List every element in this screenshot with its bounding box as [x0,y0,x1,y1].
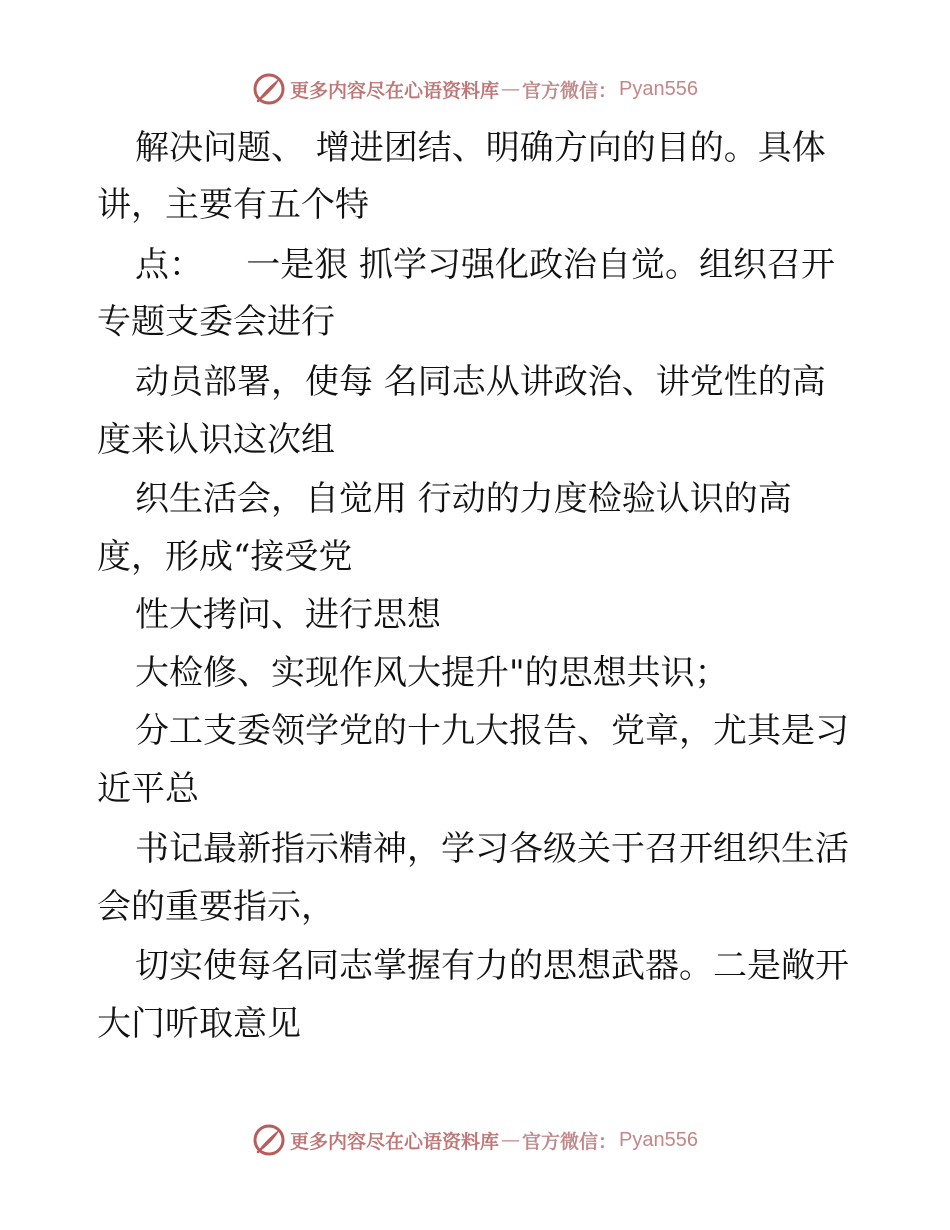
body-line: 度来认识这次组 [97,420,335,460]
watermark-dash: — [501,78,521,100]
watermark-sub-text: 官方微信： [522,79,618,102]
body-line: 分工支委领学党的十九大报告、党章，尤其是习 [135,711,849,751]
footer-watermark [0,1122,950,1158]
body-line: 性大拷问、进行思想 [135,595,441,635]
quill-logo-icon [252,1123,286,1157]
body-line: 切实使每名同志掌握有力的思想武器。二是敞开 [135,946,849,986]
watermark-main-text: 更多内容尽在心语资料库 [290,1130,500,1153]
watermark-wechat-id: Pyan556 [619,1128,698,1151]
body-line: 大检修、实现作风大提升"的思想共识； [135,653,729,693]
watermark-main-text: 更多内容尽在心语资料库 [290,79,500,102]
body-line: 讲，主要有五个特 [97,185,369,225]
body-line: 度，形成“接受党 [97,537,353,577]
watermark-dash: — [501,1129,521,1151]
body-line: 会的重要指示， [97,887,335,927]
body-line: 织生活会，自觉用 行动的力度检验认识的高 [135,479,792,519]
watermark-sub-text: 官方微信： [522,1130,618,1153]
body-line: 动员部署，使每 名同志从讲政治、讲党性的高 [135,362,826,402]
watermark-wechat-id: Pyan556 [619,77,698,100]
body-line: 解决问题、 增进团结、明确方向的目的。具体 [135,128,826,168]
body-line: 书记最新指示精神，学习各级关于召开组织生活 [135,829,849,869]
body-line: 近平总 [97,769,199,809]
body-line: 专题支委会进行 [97,302,335,342]
body-line: 大门听取意见 [97,1004,301,1044]
body-line: 点： 一是狠 抓学习强化政治自觉。组织召开 [135,245,836,285]
